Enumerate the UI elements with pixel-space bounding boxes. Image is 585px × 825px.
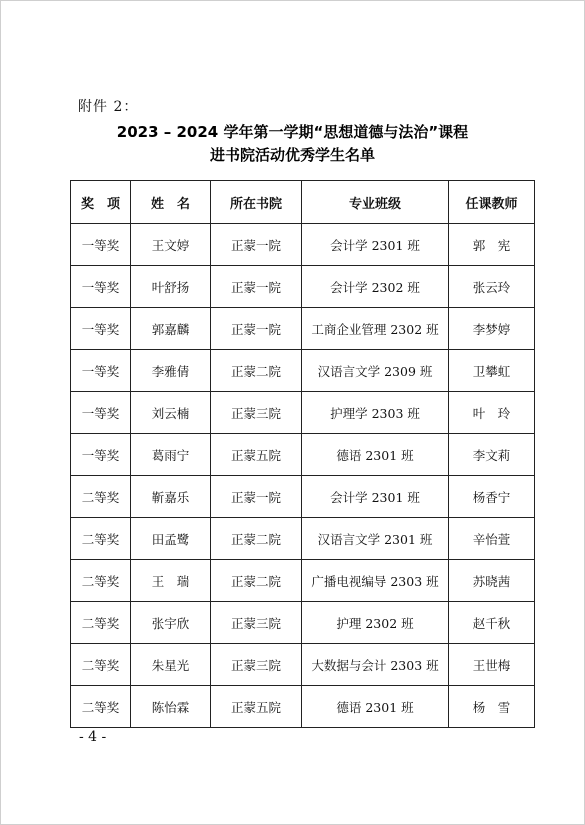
table-header (71, 181, 535, 224)
major-class-cell: 大数据与会计 2303 班 (302, 644, 449, 686)
name-cell: 田孟鹭 (131, 518, 211, 560)
award-cell: 一等奖 (71, 434, 131, 476)
page-number: - 4 - (79, 729, 107, 745)
name-cell: 葛雨宁 (131, 434, 211, 476)
name-cell: 李雅倩 (131, 350, 211, 392)
header-major-class: 专业班级 (302, 181, 449, 224)
major-class-cell: 会计学 2301 班 (302, 476, 449, 518)
table-row (71, 476, 535, 518)
name-cell: 王文婷 (131, 224, 211, 266)
table-row (71, 224, 535, 266)
major-class-cell: 汉语言文学 2301 班 (302, 518, 449, 560)
header-name: 姓 名 (131, 181, 211, 224)
academy-cell: 正蒙一院 (211, 266, 302, 308)
academy-cell: 正蒙二院 (211, 518, 302, 560)
teacher-cell: 叶 玲 (449, 392, 535, 434)
teacher-cell: 郭 宪 (449, 224, 535, 266)
header-row (71, 181, 535, 224)
teacher-cell: 辛怡萱 (449, 518, 535, 560)
table-row (71, 308, 535, 350)
attachment-label: 附件 2： (78, 99, 139, 115)
academy-cell: 正蒙一院 (211, 224, 302, 266)
teacher-cell: 李梦婷 (449, 308, 535, 350)
document-title: 2023 – 2024 学年第一学期“思想道德与法治”课程 (116, 123, 469, 141)
name-cell: 靳嘉乐 (131, 476, 211, 518)
academy-cell: 正蒙二院 (211, 350, 302, 392)
major-class-cell: 工商企业管理 2302 班 (302, 308, 449, 350)
name-cell: 郭嘉麟 (131, 308, 211, 350)
teacher-cell: 王世梅 (449, 644, 535, 686)
award-cell: 一等奖 (71, 308, 131, 350)
award-cell: 一等奖 (71, 350, 131, 392)
document-subtitle: 进书院活动优秀学生名单 (209, 146, 375, 164)
major-class-cell: 德语 2301 班 (302, 434, 449, 476)
academy-cell: 正蒙三院 (211, 644, 302, 686)
award-cell: 二等奖 (71, 518, 131, 560)
award-cell: 一等奖 (71, 392, 131, 434)
table-body (71, 224, 535, 728)
award-list-table (70, 180, 535, 728)
award-cell: 二等奖 (71, 644, 131, 686)
name-cell: 叶舒扬 (131, 266, 211, 308)
teacher-cell: 李文莉 (449, 434, 535, 476)
table-row (71, 518, 535, 560)
major-class-cell: 会计学 2302 班 (302, 266, 449, 308)
teacher-cell: 卫攀虹 (449, 350, 535, 392)
name-cell: 王 瑞 (131, 560, 211, 602)
header-academy: 所在书院 (211, 181, 302, 224)
academy-cell: 正蒙五院 (211, 686, 302, 728)
major-class-cell: 护理 2302 班 (302, 602, 449, 644)
teacher-cell: 杨香宁 (449, 476, 535, 518)
award-cell: 二等奖 (71, 602, 131, 644)
award-cell: 一等奖 (71, 224, 131, 266)
header-award: 奖 项 (71, 181, 131, 224)
table-row (71, 392, 535, 434)
name-cell: 朱星光 (131, 644, 211, 686)
major-class-cell: 护理学 2303 班 (302, 392, 449, 434)
academy-cell: 正蒙三院 (211, 392, 302, 434)
teacher-cell: 张云玲 (449, 266, 535, 308)
header-teacher: 任课教师 (449, 181, 535, 224)
major-class-cell: 广播电视编导 2303 班 (302, 560, 449, 602)
major-class-cell: 会计学 2301 班 (302, 224, 449, 266)
academy-cell: 正蒙一院 (211, 476, 302, 518)
name-cell: 刘云楠 (131, 392, 211, 434)
teacher-cell: 杨 雪 (449, 686, 535, 728)
award-cell: 二等奖 (71, 476, 131, 518)
table-row (71, 602, 535, 644)
academy-cell: 正蒙一院 (211, 308, 302, 350)
academy-cell: 正蒙三院 (211, 602, 302, 644)
table-row (71, 644, 535, 686)
table-row (71, 266, 535, 308)
table-row (71, 350, 535, 392)
major-class-cell: 德语 2301 班 (302, 686, 449, 728)
award-cell: 二等奖 (71, 560, 131, 602)
name-cell: 张宇欣 (131, 602, 211, 644)
academy-cell: 正蒙五院 (211, 434, 302, 476)
award-cell: 二等奖 (71, 686, 131, 728)
teacher-cell: 赵千秋 (449, 602, 535, 644)
table-row (71, 560, 535, 602)
table-row (71, 686, 535, 728)
teacher-cell: 苏晓茜 (449, 560, 535, 602)
academy-cell: 正蒙二院 (211, 560, 302, 602)
name-cell: 陈怡霖 (131, 686, 211, 728)
major-class-cell: 汉语言文学 2309 班 (302, 350, 449, 392)
table-row (71, 434, 535, 476)
award-cell: 一等奖 (71, 266, 131, 308)
